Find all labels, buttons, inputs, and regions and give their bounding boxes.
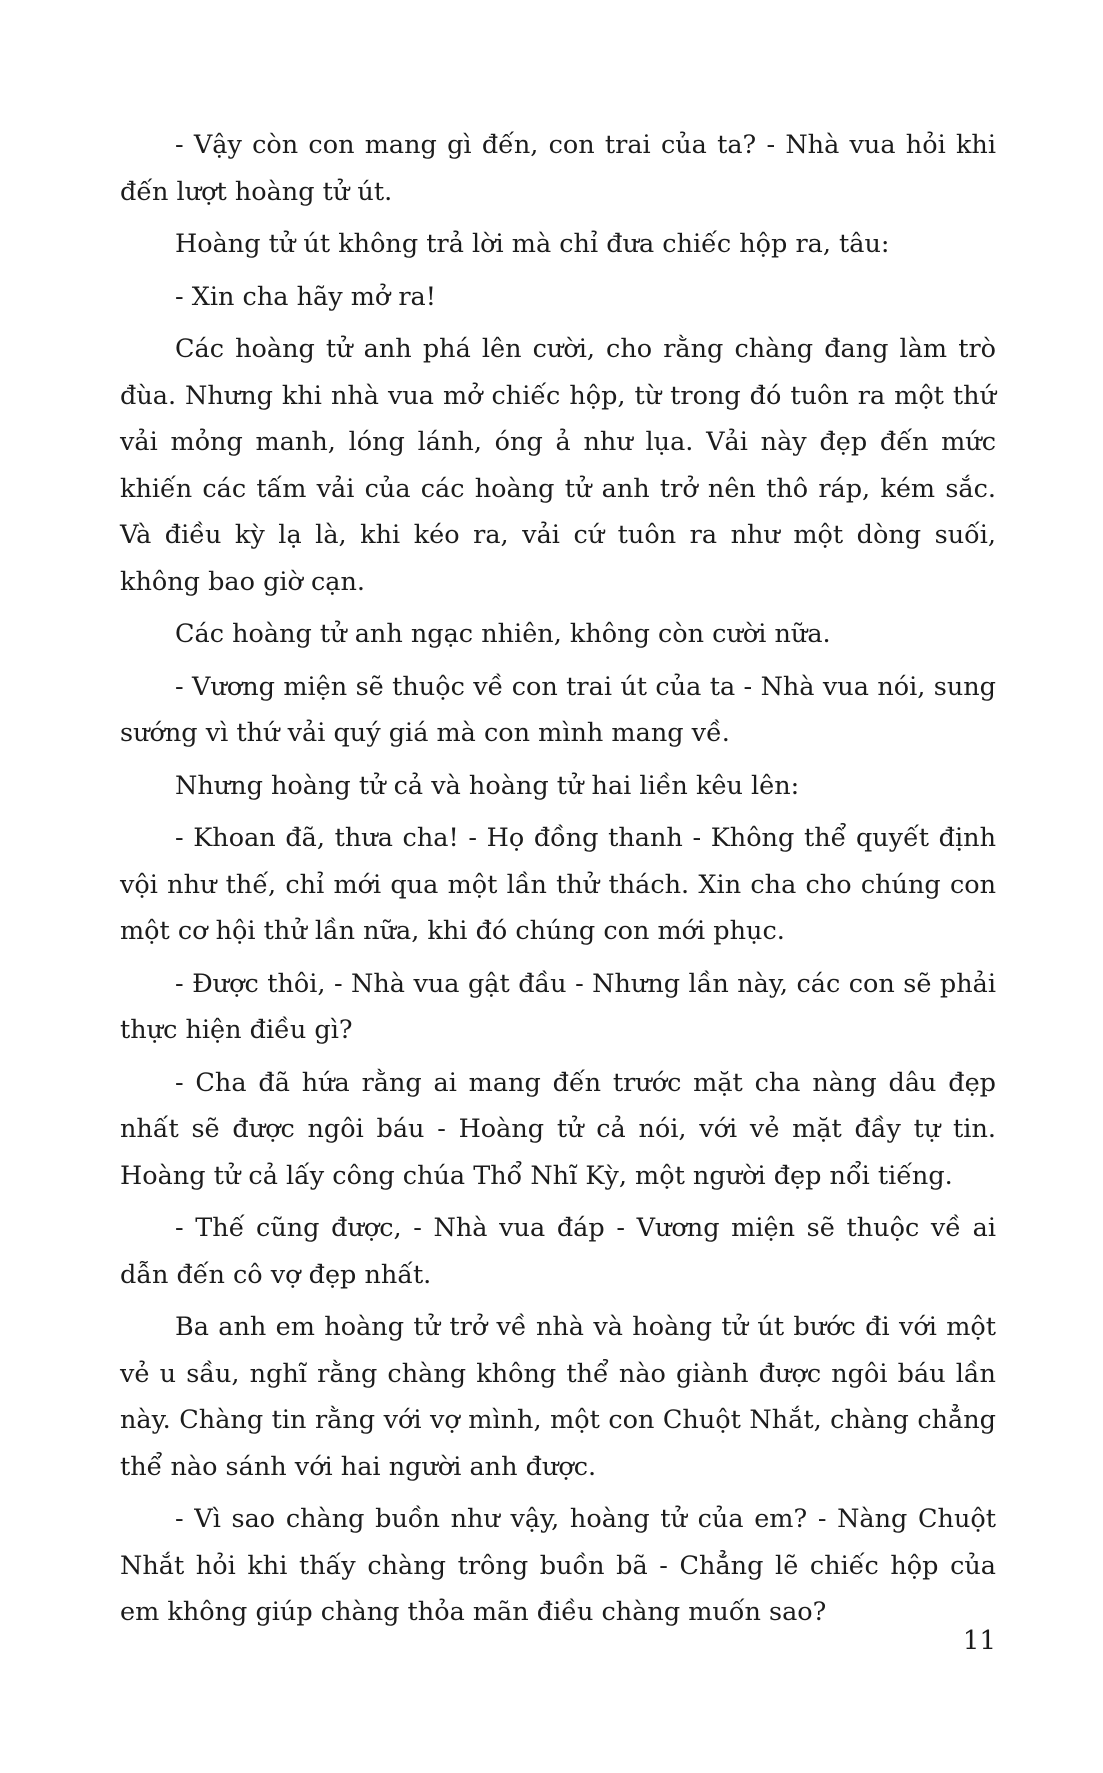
page-number: 11	[962, 1626, 996, 1656]
paragraph: - Được thôi, - Nhà vua gật đầu - Nhưng lần này, các con sẽ phải thực hiện điều gì?	[120, 968, 996, 1045]
paragraph: Các hoàng tử anh ngạc nhiên, không còn cười nữa.	[175, 619, 831, 649]
paragraph: Nhưng hoàng tử cả và hoàng tử hai liền kêu lên:	[175, 770, 800, 801]
paragraph: - Vậy còn con mang gì đến, con trai của ta? - Nhà vua hỏi khi đến lượt hoàng tử út.	[120, 130, 996, 207]
paragraph: - Vương miện sẽ thuộc về con trai út của ta - Nhà vua nói, sung sướng vì thứ vải quý giá mà con mình mang về.	[120, 671, 996, 748]
paragraph: - Xin cha hãy mở ra!	[175, 281, 436, 312]
paragraph: Ba anh em hoàng tử trở về nhà và hoàng tử út bước đi với một vẻ u sầu, nghĩ rằng chàng không thể nào giành được ngôi báu lần này. Chàng tin rằng với vợ mình, một con Chuột Nhắt, chàng chẳng thể nào sánh với hai người anh được.	[120, 1312, 996, 1482]
paragraph: - Thế cũng được, - Nhà vua đáp - Vương miện sẽ thuộc về ai dẫn đến cô vợ đẹp nhất.	[120, 1213, 996, 1290]
paragraph: - Khoan đã, thưa cha! - Họ đồng thanh - Không thể quyết định vội như thế, chỉ mới qua một lần thử thách. Xin cha cho chúng con một cơ hội thử lần nữa, khi đó chúng con mới phục.	[120, 823, 996, 946]
paragraph: Hoàng tử út không trả lời mà chỉ đưa chiếc hộp ra, tâu:	[175, 229, 890, 259]
paragraph: Các hoàng tử anh phá lên cười, cho rằng chàng đang làm trò đùa. Nhưng khi nhà vua mở chiếc hộp, từ trong đó tuôn ra một thứ vải mỏng manh, lóng lánh, óng ả như lụa. Vải này đẹp đến mức khiến các tấm vải của các hoàng tử anh trở nên thô ráp, kém sắc. Và điều kỳ lạ là, khi kéo ra, vải cứ tuôn ra như một dòng suối, không bao giờ cạn.	[120, 334, 996, 597]
paragraph: - Vì sao chàng buồn như vậy, hoàng tử của em? - Nàng Chuột Nhắt hỏi khi thấy chàng trông buồn bã - Chẳng lẽ chiếc hộp của em không giúp chàng thỏa mãn điều chàng muốn sao?	[120, 1504, 996, 1627]
story-text	[120, 122, 996, 1642]
paragraph: - Cha đã hứa rằng ai mang đến trước mặt cha nàng dâu đẹp nhất sẽ được ngôi báu - Hoàng tử cả nói, với vẻ mặt đầy tự tin. Hoàng tử cả lấy công chúa Thổ Nhĩ Kỳ, một người đẹp nổi tiếng.	[120, 1067, 996, 1191]
